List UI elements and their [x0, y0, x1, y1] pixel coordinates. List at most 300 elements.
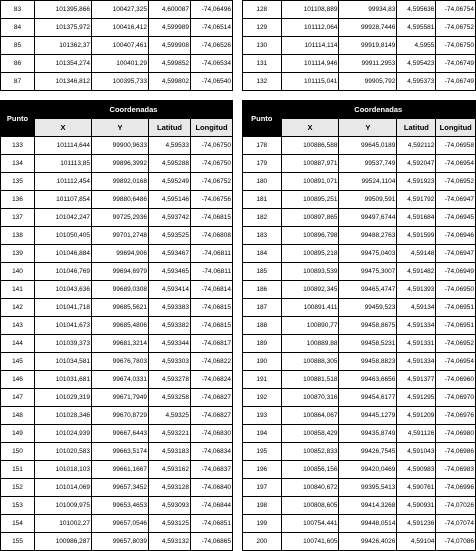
punto-cell: 183	[243, 227, 282, 245]
latitud-cell: 4,593093	[149, 497, 191, 515]
y-cell: 99420,0469	[339, 461, 397, 479]
punto-cell: 148	[1, 407, 35, 425]
table-row	[1, 19, 233, 37]
table-row	[243, 515, 476, 533]
x-cell: 101002,27	[35, 515, 92, 533]
y-cell: 99905,792	[339, 73, 397, 91]
x-cell: 101114,644	[35, 137, 92, 155]
x-cell: 100856,156	[281, 461, 339, 479]
latitud-cell: 4,591236	[397, 515, 436, 533]
latitud-cell: 4,593382	[149, 317, 191, 335]
latitud-cell: 4,595288	[149, 155, 191, 173]
table-row	[243, 73, 476, 91]
coordenadas-header: Coordenadas	[35, 101, 233, 119]
y-cell: 99509,591	[339, 191, 397, 209]
y-cell: 99663,5174	[92, 443, 149, 461]
table-row	[1, 389, 233, 407]
longitud-cell: -74,06827	[191, 407, 233, 425]
y-cell: 99676,7803	[92, 353, 149, 371]
y-cell: 99896,3992	[92, 155, 149, 173]
longitud-cell: -74,06844	[191, 497, 233, 515]
x-header: X	[281, 119, 339, 137]
punto-cell: 139	[1, 245, 35, 263]
table-row	[1, 209, 233, 227]
punto-cell: 191	[243, 371, 282, 389]
longitud-cell: -74,06840	[191, 479, 233, 497]
x-cell: 101031,681	[35, 371, 92, 389]
punto-header: Punto	[1, 101, 35, 137]
table-row	[243, 155, 476, 173]
punto-cell: 194	[243, 425, 282, 443]
punto-cell: 128	[243, 1, 282, 19]
y-cell: 99645,0189	[339, 137, 397, 155]
y-cell: 100395,733	[92, 73, 149, 91]
x-cell: 101346,812	[35, 73, 92, 91]
x-cell: 101375,972	[35, 19, 92, 37]
latitud-cell: 4,592047	[397, 155, 436, 173]
punto-cell: 85	[1, 37, 35, 55]
table-row	[243, 371, 476, 389]
longitud-cell: -74,06815	[191, 299, 233, 317]
table-row	[243, 191, 476, 209]
table-row	[1, 155, 233, 173]
latitud-cell: 4,593465	[149, 263, 191, 281]
punto-header: Punto	[243, 101, 282, 137]
punto-cell: 84	[1, 19, 35, 37]
left-rows-body	[1, 137, 233, 551]
latitud-cell: 4,591923	[397, 173, 436, 191]
y-cell: 99880,6486	[92, 191, 149, 209]
x-cell: 101014,069	[35, 479, 92, 497]
punto-cell: 142	[1, 299, 35, 317]
x-cell: 101020,583	[35, 443, 92, 461]
latitud-cell: 4,593383	[149, 299, 191, 317]
longitud-header: Longitud	[436, 119, 476, 137]
longitud-cell: -74,06752	[436, 19, 476, 37]
longitud-cell: -74,06983	[436, 461, 476, 479]
latitud-cell: 4,590983	[397, 461, 436, 479]
table-row	[243, 245, 476, 263]
punto-cell: 193	[243, 407, 282, 425]
latitud-cell: 4,593221	[149, 425, 191, 443]
longitud-cell: -74,07074	[436, 515, 476, 533]
latitud-cell: 4,590931	[397, 497, 436, 515]
latitud-cell: 4,59325	[149, 407, 191, 425]
y-cell: 99657,0546	[92, 515, 149, 533]
punto-cell: 196	[243, 461, 282, 479]
longitud-cell: -74,06808	[191, 227, 233, 245]
latitud-cell: 4,591209	[397, 407, 436, 425]
punto-cell: 146	[1, 371, 35, 389]
y-cell: 99653,4653	[92, 497, 149, 515]
punto-cell: 138	[1, 227, 35, 245]
y-cell: 99911,2953	[339, 55, 397, 73]
table-row	[243, 209, 476, 227]
table-row	[243, 425, 476, 443]
x-cell: 100858,429	[281, 425, 339, 443]
latitud-cell: 4,591684	[397, 209, 436, 227]
x-cell: 101041,673	[35, 317, 92, 335]
y-cell: 99497,6744	[339, 209, 397, 227]
punto-cell: 86	[1, 55, 35, 73]
latitud-cell: 4,591393	[397, 281, 436, 299]
table-row	[1, 73, 233, 91]
y-cell: 99685,5621	[92, 299, 149, 317]
punto-cell: 149	[1, 425, 35, 443]
longitud-cell: -74,06996	[436, 479, 476, 497]
longitud-cell: -74,06811	[191, 245, 233, 263]
punto-cell: 87	[1, 73, 35, 91]
table-row	[243, 55, 476, 73]
x-cell: 101028,346	[35, 407, 92, 425]
longitud-cell: -74,06822	[191, 353, 233, 371]
x-cell: 100870,316	[281, 389, 339, 407]
latitud-cell: 4,591334	[397, 317, 436, 335]
table-row	[1, 137, 233, 155]
table-row	[243, 497, 476, 515]
y-cell: 99524,1104	[339, 173, 397, 191]
y-cell: 99694,6979	[92, 263, 149, 281]
longitud-cell: -74,06949	[436, 263, 476, 281]
header-row	[243, 101, 476, 119]
latitud-cell: 4,591792	[397, 191, 436, 209]
longitud-cell: -74,06951	[436, 299, 476, 317]
x-cell: 101113,85	[35, 155, 92, 173]
latitud-cell: 4,599908	[149, 37, 191, 55]
punto-cell: 143	[1, 317, 35, 335]
longitud-cell: -74,06837	[191, 461, 233, 479]
y-cell: 99414,3268	[339, 497, 397, 515]
x-cell: 100852,833	[281, 443, 339, 461]
right-top-body	[243, 1, 476, 91]
punto-cell: 129	[243, 19, 282, 37]
longitud-cell: -74,06830	[191, 425, 233, 443]
longitud-cell: -74,06514	[191, 19, 233, 37]
latitud-header: Latitud	[397, 119, 436, 137]
punto-cell: 140	[1, 263, 35, 281]
longitud-cell: -74,06950	[436, 281, 476, 299]
coordenadas-header: Coordenadas	[281, 101, 475, 119]
longitud-cell: -74,06951	[436, 317, 476, 335]
latitud-cell: 4,591331	[397, 335, 436, 353]
y-cell: 99458,8823	[339, 353, 397, 371]
x-header: X	[35, 119, 92, 137]
punto-cell: 136	[1, 191, 35, 209]
longitud-cell: -74,06960	[436, 371, 476, 389]
punto-cell: 189	[243, 335, 282, 353]
latitud-cell: 4,592112	[397, 137, 436, 155]
table-row	[243, 37, 476, 55]
latitud-cell: 4,593344	[149, 335, 191, 353]
longitud-cell: -74,06814	[191, 281, 233, 299]
table-row	[1, 191, 233, 209]
punto-cell: 147	[1, 389, 35, 407]
x-cell: 101115,041	[281, 73, 339, 91]
x-cell: 101046,769	[35, 263, 92, 281]
x-cell: 100895,251	[281, 191, 339, 209]
y-cell: 99488,2763	[339, 227, 397, 245]
longitud-cell: -74,06865	[191, 533, 233, 551]
y-cell: 100407,461	[92, 37, 149, 55]
table-row	[1, 353, 233, 371]
longitud-cell: -74,06815	[191, 317, 233, 335]
y-cell: 99426,7545	[339, 443, 397, 461]
longitud-cell: -74,06851	[191, 515, 233, 533]
table-row	[243, 353, 476, 371]
x-cell: 101018,103	[35, 461, 92, 479]
latitud-cell: 4,590761	[397, 479, 436, 497]
punto-cell: 186	[243, 281, 282, 299]
y-cell: 99475,0403	[339, 245, 397, 263]
y-cell: 99674,0331	[92, 371, 149, 389]
latitud-header: Latitud	[149, 119, 191, 137]
latitud-cell: 4,59134	[397, 299, 436, 317]
punto-cell: 197	[243, 479, 282, 497]
longitud-cell: -74,06980	[436, 425, 476, 443]
latitud-cell: 4,600087	[149, 1, 191, 19]
longitud-cell: -74,06749	[436, 73, 476, 91]
y-cell: 99448,0514	[339, 515, 397, 533]
latitud-cell: 4,59104	[397, 533, 436, 551]
x-cell: 100864,067	[281, 407, 339, 425]
x-cell: 100895,218	[281, 245, 339, 263]
latitud-cell: 4,593125	[149, 515, 191, 533]
table-row	[243, 389, 476, 407]
y-cell: 99685,4806	[92, 317, 149, 335]
table-row	[1, 37, 233, 55]
y-cell: 99681,3214	[92, 335, 149, 353]
x-cell: 101043,636	[35, 281, 92, 299]
y-header: Y	[92, 119, 149, 137]
punto-cell: 195	[243, 443, 282, 461]
longitud-cell: -74,06750	[436, 37, 476, 55]
latitud-cell: 4,593742	[149, 209, 191, 227]
y-cell: 99465,4747	[339, 281, 397, 299]
latitud-cell: 4,593525	[149, 227, 191, 245]
x-cell: 101114,114	[281, 37, 339, 55]
x-cell: 101112,454	[35, 173, 92, 191]
y-cell: 99435,8749	[339, 425, 397, 443]
x-cell: 100741,605	[281, 533, 339, 551]
punto-cell: 178	[243, 137, 282, 155]
y-cell: 100401,29	[92, 55, 149, 73]
latitud-cell: 4,593258	[149, 389, 191, 407]
punto-cell: 192	[243, 389, 282, 407]
longitud-header: Longitud	[191, 119, 233, 137]
punto-cell: 152	[1, 479, 35, 497]
longitud-cell: -74,06976	[436, 407, 476, 425]
punto-cell: 190	[243, 353, 282, 371]
latitud-cell: 4,591482	[397, 263, 436, 281]
table-row	[1, 479, 233, 497]
x-cell: 100897,865	[281, 209, 339, 227]
latitud-cell: 4,593414	[149, 281, 191, 299]
longitud-cell: -74,06815	[191, 209, 233, 227]
x-cell: 100890,77	[281, 317, 339, 335]
x-cell: 100808,605	[281, 497, 339, 515]
latitud-cell: 4,593303	[149, 353, 191, 371]
longitud-cell: -74,06834	[191, 443, 233, 461]
punto-cell: 150	[1, 443, 35, 461]
x-cell: 101362,37	[35, 37, 92, 55]
table-row	[243, 299, 476, 317]
table-row	[1, 55, 233, 73]
x-cell: 100893,539	[281, 263, 339, 281]
longitud-cell: -74,06534	[191, 55, 233, 73]
y-cell: 99445,1279	[339, 407, 397, 425]
x-cell: 100891,411	[281, 299, 339, 317]
table-row	[243, 479, 476, 497]
y-cell: 99671,7949	[92, 389, 149, 407]
table-row	[1, 281, 233, 299]
x-cell: 100840,672	[281, 479, 339, 497]
x-cell: 101046,884	[35, 245, 92, 263]
x-cell: 101024,939	[35, 425, 92, 443]
y-cell: 99657,8039	[92, 533, 149, 551]
y-cell: 100427,325	[92, 1, 149, 19]
x-cell: 100986,287	[35, 533, 92, 551]
longitud-cell: -74,06749	[436, 55, 476, 73]
punto-cell: 200	[243, 533, 282, 551]
longitud-cell: -74,06754	[436, 1, 476, 19]
table-row	[1, 335, 233, 353]
table-row	[1, 371, 233, 389]
table-row	[243, 407, 476, 425]
x-cell: 101108,889	[281, 1, 339, 19]
table-row	[243, 173, 476, 191]
punto-cell: 199	[243, 515, 282, 533]
y-cell: 99670,8729	[92, 407, 149, 425]
longitud-cell: -74,06947	[436, 245, 476, 263]
table-row	[1, 497, 233, 515]
table-row	[243, 533, 476, 551]
punto-cell: 83	[1, 1, 35, 19]
y-cell: 99928,7446	[339, 19, 397, 37]
punto-cell: 180	[243, 173, 282, 191]
y-cell: 99657,3452	[92, 479, 149, 497]
latitud-cell: 4,593467	[149, 245, 191, 263]
punto-cell: 144	[1, 335, 35, 353]
x-cell: 101041,718	[35, 299, 92, 317]
table-row	[1, 173, 233, 191]
longitud-cell: -74,06952	[436, 335, 476, 353]
x-cell: 101395,866	[35, 1, 92, 19]
table-row	[1, 263, 233, 281]
y-cell: 99892,0168	[92, 173, 149, 191]
punto-cell: 184	[243, 245, 282, 263]
x-cell: 100888,305	[281, 353, 339, 371]
punto-cell: 133	[1, 137, 35, 155]
longitud-cell: -74,06811	[191, 263, 233, 281]
y-cell: 99725,2936	[92, 209, 149, 227]
table-row	[243, 263, 476, 281]
coordinates-table-right	[242, 0, 476, 551]
x-cell: 101034,581	[35, 353, 92, 371]
x-cell: 101114,946	[281, 55, 339, 73]
table-row	[1, 245, 233, 263]
longitud-cell: -74,06750	[191, 137, 233, 155]
longitud-cell: -74,06952	[436, 173, 476, 191]
punto-cell: 130	[243, 37, 282, 55]
punto-cell: 137	[1, 209, 35, 227]
latitud-cell: 4,593278	[149, 371, 191, 389]
longitud-cell: -74,06945	[436, 209, 476, 227]
table-row	[1, 317, 233, 335]
x-cell: 101039,373	[35, 335, 92, 353]
x-cell: 100881,518	[281, 371, 339, 389]
longitud-cell: -74,06946	[436, 227, 476, 245]
punto-cell: 141	[1, 281, 35, 299]
table-row	[243, 19, 476, 37]
punto-cell: 188	[243, 317, 282, 335]
latitud-cell: 4,59533	[149, 137, 191, 155]
table-row	[1, 299, 233, 317]
y-cell: 99463,6656	[339, 371, 397, 389]
y-cell: 99475,3007	[339, 263, 397, 281]
latitud-cell: 4,591334	[397, 353, 436, 371]
latitud-cell: 4,595249	[149, 173, 191, 191]
punto-cell: 135	[1, 173, 35, 191]
right-rows-body	[243, 137, 476, 551]
latitud-cell: 4,593128	[149, 479, 191, 497]
y-cell: 99458,5231	[339, 335, 397, 353]
y-cell: 99395,5413	[339, 479, 397, 497]
latitud-cell: 4,599989	[149, 19, 191, 37]
punto-cell: 151	[1, 461, 35, 479]
y-cell: 100416,412	[92, 19, 149, 37]
punto-cell: 198	[243, 497, 282, 515]
x-cell: 100887,971	[281, 155, 339, 173]
longitud-cell: -74,07086	[436, 533, 476, 551]
y-cell: 99689,0308	[92, 281, 149, 299]
latitud-cell: 4,595423	[397, 55, 436, 73]
x-cell: 101107,854	[35, 191, 92, 209]
x-cell: 100896,798	[281, 227, 339, 245]
table-row	[1, 227, 233, 245]
punto-cell: 132	[243, 73, 282, 91]
table-row	[1, 461, 233, 479]
latitud-cell: 4,591377	[397, 371, 436, 389]
punto-cell: 185	[243, 263, 282, 281]
x-cell: 101009,975	[35, 497, 92, 515]
longitud-cell: -74,06954	[436, 353, 476, 371]
latitud-cell: 4,595636	[397, 1, 436, 19]
latitud-cell: 4,593132	[149, 533, 191, 551]
punto-cell: 131	[243, 55, 282, 73]
x-cell: 100891,071	[281, 173, 339, 191]
y-cell: 99661,1667	[92, 461, 149, 479]
table-row	[243, 281, 476, 299]
latitud-cell: 4,591126	[397, 425, 436, 443]
table-row	[1, 1, 233, 19]
longitud-cell: -74,06496	[191, 1, 233, 19]
punto-cell: 154	[1, 515, 35, 533]
y-cell: 99454,6177	[339, 389, 397, 407]
y-cell: 99537,749	[339, 155, 397, 173]
table-row	[243, 335, 476, 353]
table-row	[243, 461, 476, 479]
table-row	[1, 533, 233, 551]
table-row	[1, 425, 233, 443]
x-cell: 100889,88	[281, 335, 339, 353]
y-cell: 99934,83	[339, 1, 397, 19]
latitud-cell: 4,595146	[149, 191, 191, 209]
punto-cell: 181	[243, 191, 282, 209]
latitud-cell: 4,5955	[397, 37, 436, 55]
y-cell: 99919,8149	[339, 37, 397, 55]
latitud-cell: 4,599802	[149, 73, 191, 91]
y-cell: 99426,4026	[339, 533, 397, 551]
